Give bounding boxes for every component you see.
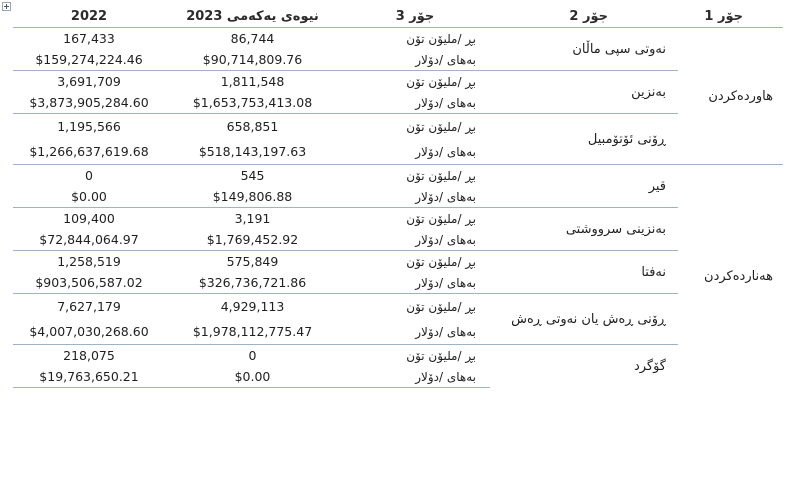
unit-tons-cell: بڕ /ملیۆن تۆن [340,208,490,230]
table-row [13,165,783,187]
tons-2022-cell: 1,195,566 [13,114,165,140]
value-2022-cell: $4,007,030,268.60 [29,324,149,339]
product-name-cell: نەفتا [490,251,678,294]
unit-tons-cell: بڕ /ملیۆن تۆن [340,114,490,140]
unit-tons-cell: بڕ /ملیۆن تۆن [340,28,490,50]
value-2022-cell: $19,763,650.21 [13,366,165,388]
value-2023-cell: $1,769,452.92 [206,232,299,247]
tons-2022-cell: 3,691,709 [13,71,165,93]
unit-tons-cell: بڕ /ملیۆن تۆن [340,294,490,320]
value-2023-cell: $326,736,721.86 [198,275,307,290]
table-row [13,28,783,50]
unit-value-cell: بەهای /دۆلار [415,144,476,159]
value-2023-cell: $1,653,753,413.08 [192,95,313,110]
unit-value-cell: بەهای /دۆلار [415,52,476,67]
table-row [13,345,783,367]
tons-2022-cell: 218,075 [13,345,165,367]
tons-2022-cell: 109,400 [13,208,165,230]
tons-2023-cell: 575,849 [165,251,340,273]
value-2023-cell: $0.00 [165,366,340,388]
tons-2023-cell: 86,744 [165,28,340,50]
table-row [13,114,783,140]
unit-value-cell: بەهای /دۆلار [340,366,490,388]
header-type-3: جۆر 3 [340,6,490,28]
unit-value-cell: بەهای /دۆلار [415,324,476,339]
value-2023-cell: $149,806.88 [212,189,293,204]
unit-value-cell: بەهای /دۆلار [415,232,476,247]
product-name-cell: قیر [490,165,678,208]
table-row [13,208,783,230]
unit-tons-cell: بڕ /ملیۆن تۆن [340,71,490,93]
table-row [13,71,783,93]
unit-value-cell: بەهای /دۆلار [415,95,476,110]
table-move-handle[interactable] [2,2,11,11]
header-row [13,6,783,28]
value-2022-cell: $1,266,637,619.68 [29,144,149,159]
value-2023-cell: $90,714,809.76 [202,52,303,67]
tons-2023-cell: 1,811,548 [165,71,340,93]
unit-tons-cell: بڕ /ملیۆن تۆن [340,345,490,367]
data-table [13,6,783,388]
value-2023-cell: $1,978,112,775.47 [192,324,313,339]
tons-2023-cell: 0 [165,345,340,367]
table-row [13,294,783,320]
value-2022-cell: $3,873,905,284.60 [29,95,149,110]
value-2022-cell: $903,506,587.02 [35,275,143,290]
product-name-cell: بەنزینی سرووشتی [490,208,678,251]
group-export-cell: هەناردەکردن [678,165,783,388]
tons-2023-cell: 545 [165,165,340,187]
tons-2022-cell: 167,433 [13,28,165,50]
value-2022-cell: $72,844,064.97 [39,232,139,247]
value-2022-cell: $0.00 [71,189,107,204]
unit-value-cell: بەهای /دۆلار [415,275,476,290]
value-2022-cell: $159,274,224.46 [35,52,143,67]
tons-2022-cell: 7,627,179 [13,294,165,320]
header-2023-first-half: نیوەی یەکەمی 2023 [165,6,340,28]
product-name-cell: بەنزین [490,71,678,114]
tons-2022-cell: 0 [13,165,165,187]
value-2023-cell: $518,143,197.63 [198,144,307,159]
unit-value-cell: بەهای /دۆلار [415,189,476,204]
header-type-2: جۆر 2 [490,6,678,28]
product-name-cell: ڕۆنی ئۆتۆمبیل [490,114,678,165]
group-import-cell: هاوردەکردن [678,28,783,165]
tons-2023-cell: 3,191 [165,208,340,230]
product-name-cell: گۆگرد [490,345,678,388]
unit-tons-cell: بڕ /ملیۆن تۆن [340,165,490,187]
unit-tons-cell: بڕ /ملیۆن تۆن [340,251,490,273]
tons-2022-cell: 1,258,519 [13,251,165,273]
product-name-cell: نەوتی سپی ماڵان [490,28,678,71]
tons-2023-cell: 4,929,113 [165,294,340,320]
tons-2023-cell: 658,851 [165,114,340,140]
header-type-1: جۆر 1 [678,6,783,28]
table-row [13,251,783,273]
header-2022: 2022 [13,6,165,28]
product-name-cell: ڕۆنی ڕەش یان نەوتی ڕەش [490,294,678,345]
